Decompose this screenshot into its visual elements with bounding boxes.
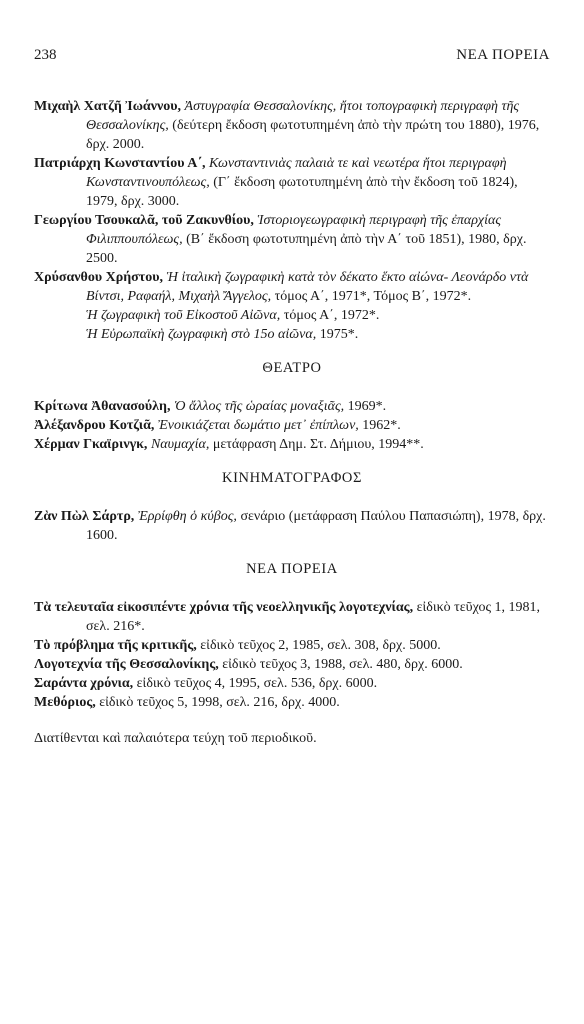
- entry-author: Μιχαὴλ Χατζῆ Ἰωάννου,: [34, 99, 182, 114]
- issue-details: εἰδικὸ τεῦχος 4, 1995, σελ. 536, δρχ. 6000.: [136, 676, 378, 691]
- book-sub-entry: [34, 306, 550, 325]
- running-head: ΝΕΑ ΠΟΡΕΙΑ: [456, 47, 550, 63]
- issue-details: εἰδικὸ τεῦχος 3, 1988, σελ. 480, δρχ. 6000.: [222, 657, 463, 672]
- issue-title: Μεθόριος,: [34, 695, 96, 710]
- entry-details: 1975*.: [319, 327, 359, 342]
- entry-details: 1962*.: [362, 418, 401, 433]
- entry-author: Πατριάρχη Κωνσταντίου Α΄,: [34, 156, 206, 171]
- entry-details: (δεύτερη ἔκδοση φωτοτυπημένη ἀπὸ τὴν πρώτη του 1880), 1976, δρχ. 2000.: [86, 118, 540, 152]
- book-entry: [34, 97, 550, 154]
- theatre-entry: [34, 416, 550, 435]
- issue-entry: [34, 655, 550, 674]
- book-entry: [34, 154, 550, 211]
- cinema-entry: [34, 507, 550, 545]
- book-entry: [34, 268, 550, 306]
- entry-title: Ἐνοικιάζεται δωμάτιο μετ᾽ ἐπίπλων,: [157, 418, 359, 433]
- issue-title: Τὸ πρόβλημα τῆς κριτικῆς,: [34, 638, 197, 653]
- issue-details: εἰδικὸ τεῦχος 2, 1985, σελ. 308, δρχ. 5000.: [200, 638, 441, 653]
- book-sub-entry: [34, 325, 550, 344]
- page-number: 238: [34, 47, 57, 63]
- entry-title: Ἡ ἰταλικὴ ζωγραφικὴ κατὰ τὸν δέκατο ἕκτο αἰώνα- Λεονάρδο ντὰ Βίντσι, Ραφαήλ, Μιχαὴλ Ἄγγελος,: [86, 270, 529, 304]
- entry-title: Ἐρρίφθη ὁ κύβος,: [137, 509, 237, 524]
- entry-title: Ὁ ἄλλος τῆς ὡραίας μοναξιᾶς,: [174, 399, 345, 414]
- issue-entry: [34, 636, 550, 655]
- availability-note: Διατίθενται καὶ παλαιότερα τεύχη τοῦ περιοδικοῦ.: [34, 731, 317, 746]
- entry-title: Ἀστυγραφία Θεσσαλονίκης, ἤτοι τοπογραφικὴ περιγραφὴ τῆς Θεσσαλονίκης,: [86, 99, 520, 133]
- entry-details: μετάφραση Δημ. Στ. Δήμιου, 1994**.: [212, 437, 424, 452]
- entry-details: τόμος Α΄, 1972*.: [283, 308, 380, 323]
- section-heading-nea-poreia: ΝΕΑ ΠΟΡΕΙΑ: [246, 561, 338, 577]
- issue-title: Λογοτεχνία τῆς Θεσσαλονίκης,: [34, 657, 219, 672]
- entry-title: Ἡ Εὐρωπαϊκὴ ζωγραφικὴ στὸ 15ο αἰῶνα,: [86, 327, 317, 342]
- issue-entry: [34, 598, 550, 636]
- theatre-entry: [34, 397, 550, 416]
- entry-author: Χρύσανθου Χρήστου,: [34, 270, 164, 285]
- entry-title: Ἱστοριογεωγραφικὴ περιγραφὴ τῆς ἐπαρχίας Φιλιππουπόλεως,: [86, 213, 502, 247]
- entry-author: Ζὰν Πὼλ Σάρτρ,: [34, 509, 135, 524]
- entry-author: Ἀλέξανδρου Κοτζιᾶ,: [34, 418, 155, 433]
- entry-author: Γεωργίου Τσουκαλᾶ, τοῦ Ζακυνθίου,: [34, 213, 254, 228]
- entry-title: Κωνσταντινιὰς παλαιὰ τε καὶ νεωτέρα ἤτοι περιγραφὴ Κωνσταντινουπόλεως,: [86, 156, 507, 190]
- entry-details: (Β΄ ἔκδοση φωτοτυπημένη ἀπὸ τὴν Α΄ τοῦ 1851), 1980, δρχ. 2500.: [86, 232, 527, 266]
- entry-title: Ναυμαχία,: [150, 437, 210, 452]
- issue-details: εἰδικὸ τεῦχος 5, 1998, σελ. 216, δρχ. 4000.: [99, 695, 340, 710]
- section-heading-cinema: ΚΙΝΗΜΑΤΟΓΡΑΦΟΣ: [222, 470, 362, 486]
- issue-title: Σαράντα χρόνια,: [34, 676, 134, 691]
- entry-author: Κρίτωνα Ἀθανασούλη,: [34, 399, 171, 414]
- entry-author: Χέρμαν Γκαϊρινγκ,: [34, 437, 148, 452]
- issue-details: εἰδικὸ τεῦχος 1, 1981, σελ. 216*.: [86, 600, 541, 634]
- issue-entry: [34, 674, 550, 693]
- page-content: [34, 97, 550, 762]
- entry-title: Ἡ ζωγραφικὴ τοῦ Εἰκοστοῦ Αἰῶνα,: [86, 308, 281, 323]
- entry-details: (Γ΄ ἔκδοση φωτοτυπημένη ἀπὸ τὴν ἔκδοση τοῦ 1824), 1979, δρχ. 3000.: [86, 175, 518, 209]
- entry-details: 1969*.: [347, 399, 387, 414]
- page-header: [34, 47, 550, 69]
- section-heading-theatre: ΘΕΑΤΡΟ: [262, 360, 322, 376]
- issue-entry: [34, 693, 550, 712]
- entry-details: σενάριο (μετάφραση Παύλου Παπασιώπη), 1978, δρχ. 1600.: [86, 509, 546, 543]
- theatre-entry: [34, 435, 550, 454]
- book-entry: [34, 211, 550, 268]
- issue-title: Τὰ τελευταῖα εἰκοσιπέντε χρόνια τῆς νεοελληνικῆς λογοτεχνίας,: [34, 600, 414, 615]
- entry-details: τόμος Α΄, 1971*, Τόμος Β΄, 1972*.: [274, 289, 472, 304]
